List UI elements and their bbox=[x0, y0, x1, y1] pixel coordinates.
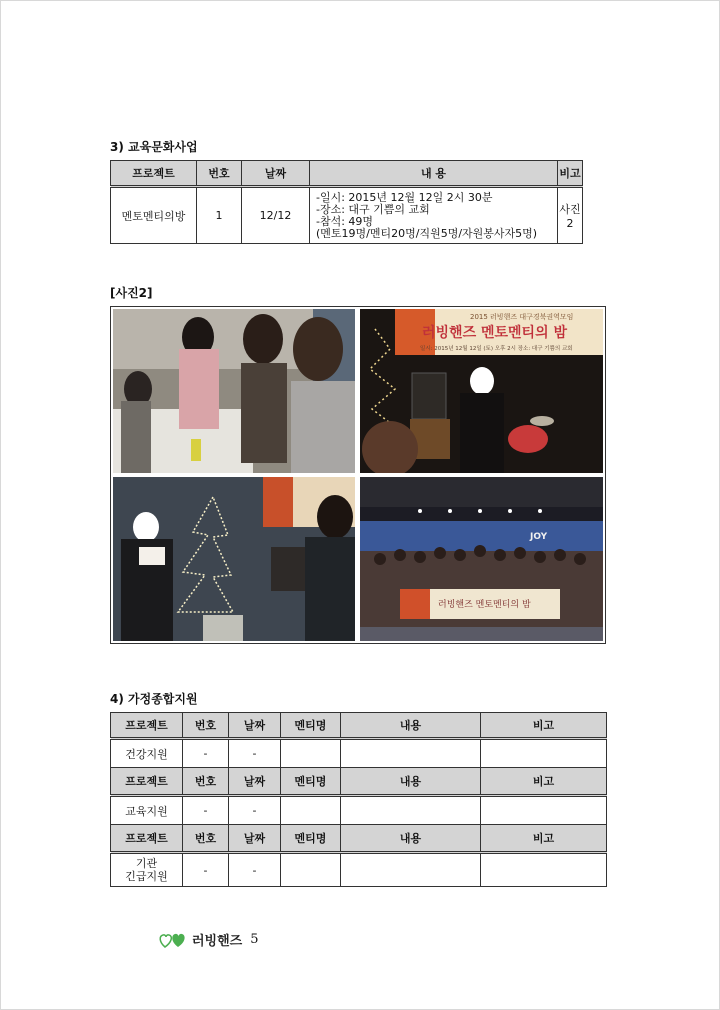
cell-date: - bbox=[229, 796, 281, 825]
header-number: 번호 bbox=[183, 825, 229, 853]
header-note: 비고 bbox=[481, 768, 607, 796]
content-line: -장소: 대구 기쁨의 교회 bbox=[316, 202, 430, 216]
banner-text: 러빙핸즈 멘토멘티의 밤 bbox=[422, 325, 567, 341]
header-date: 날짜 bbox=[229, 768, 281, 796]
photo-grid bbox=[110, 306, 606, 644]
header-content: 내용 bbox=[341, 825, 481, 853]
section3-title: 3) 교육문화사업 bbox=[110, 140, 198, 154]
cell-number: 1 bbox=[197, 187, 242, 244]
footer-brand: 러빙핸즈 bbox=[192, 934, 243, 949]
header-number: 번호 bbox=[183, 768, 229, 796]
banner-sub-text: 일시: 2015년 12월 12일 (토) 오후 2시 장소: 대구 기쁨의 교회 bbox=[420, 346, 573, 352]
cell-number: - bbox=[183, 796, 229, 825]
cell-project: 건강지원 bbox=[111, 739, 183, 768]
header-content: 내용 bbox=[341, 713, 481, 739]
section4-table bbox=[110, 712, 607, 887]
header-mentee: 멘티명 bbox=[281, 825, 341, 853]
cell-mentee bbox=[281, 739, 341, 768]
cell-note: 사진2 bbox=[558, 187, 583, 244]
hearts-logo-icon bbox=[158, 931, 188, 949]
content-line: (멘토19명/멘티20명/직원5명/자원봉사자5명) bbox=[316, 226, 538, 240]
cell-project: 교육지원 bbox=[111, 796, 183, 825]
photo-group bbox=[360, 477, 603, 641]
photo-reading bbox=[113, 477, 355, 641]
footer-logo bbox=[158, 930, 259, 949]
cell-content bbox=[341, 853, 481, 887]
cell-content bbox=[341, 739, 481, 768]
cell-date: - bbox=[229, 853, 281, 887]
cell-mentee bbox=[281, 796, 341, 825]
joy-text: JOY bbox=[530, 532, 548, 542]
cell-mentee bbox=[281, 853, 341, 887]
cell-project: 멘토멘티의방 bbox=[111, 187, 197, 244]
cell-date: 12/12 bbox=[242, 187, 310, 244]
header-content: 내 용 bbox=[310, 161, 558, 187]
photo-workshop bbox=[113, 309, 355, 473]
header-note: 비고 bbox=[481, 825, 607, 853]
header-date: 날짜 bbox=[229, 825, 281, 853]
header-project: 프로젝트 bbox=[111, 768, 183, 796]
group-banner-text: 러빙핸즈 멘토멘티의 밤 bbox=[438, 600, 531, 610]
cell-content bbox=[341, 796, 481, 825]
cell-date: - bbox=[229, 739, 281, 768]
banner-top-text: 2015 러빙핸즈 대구경북권역모임 bbox=[470, 313, 574, 321]
cell-project: 기관 긴급지원 bbox=[111, 853, 183, 887]
cell-content bbox=[310, 187, 558, 244]
cell-note bbox=[481, 796, 607, 825]
page-number: 5 bbox=[250, 932, 259, 947]
cell-note bbox=[481, 853, 607, 887]
header-note: 비고 bbox=[481, 713, 607, 739]
photo-label: [사진2] bbox=[110, 286, 153, 300]
header-mentee: 멘티명 bbox=[281, 713, 341, 739]
cell-note bbox=[481, 739, 607, 768]
photo-stage bbox=[360, 309, 603, 473]
table-row bbox=[111, 796, 607, 825]
content-line: -일시: 2015년 12월 12일 2시 30분 bbox=[316, 190, 493, 204]
table-row bbox=[111, 853, 607, 887]
content-line: -참석: 49명 bbox=[316, 214, 374, 228]
section3-table bbox=[110, 160, 583, 244]
header-project: 프로젝트 bbox=[111, 825, 183, 853]
header-number: 번호 bbox=[197, 161, 242, 187]
header-note: 비고 bbox=[558, 161, 583, 187]
header-date: 날짜 bbox=[229, 713, 281, 739]
header-project: 프로젝트 bbox=[111, 161, 197, 187]
section4-title: 4) 가정종합지원 bbox=[110, 692, 198, 706]
cell-number: - bbox=[183, 853, 229, 887]
table-row bbox=[111, 739, 607, 768]
header-project: 프로젝트 bbox=[111, 713, 183, 739]
header-content: 내용 bbox=[341, 768, 481, 796]
header-mentee: 멘티명 bbox=[281, 768, 341, 796]
cell-number: - bbox=[183, 739, 229, 768]
header-number: 번호 bbox=[183, 713, 229, 739]
header-date: 날짜 bbox=[242, 161, 310, 187]
